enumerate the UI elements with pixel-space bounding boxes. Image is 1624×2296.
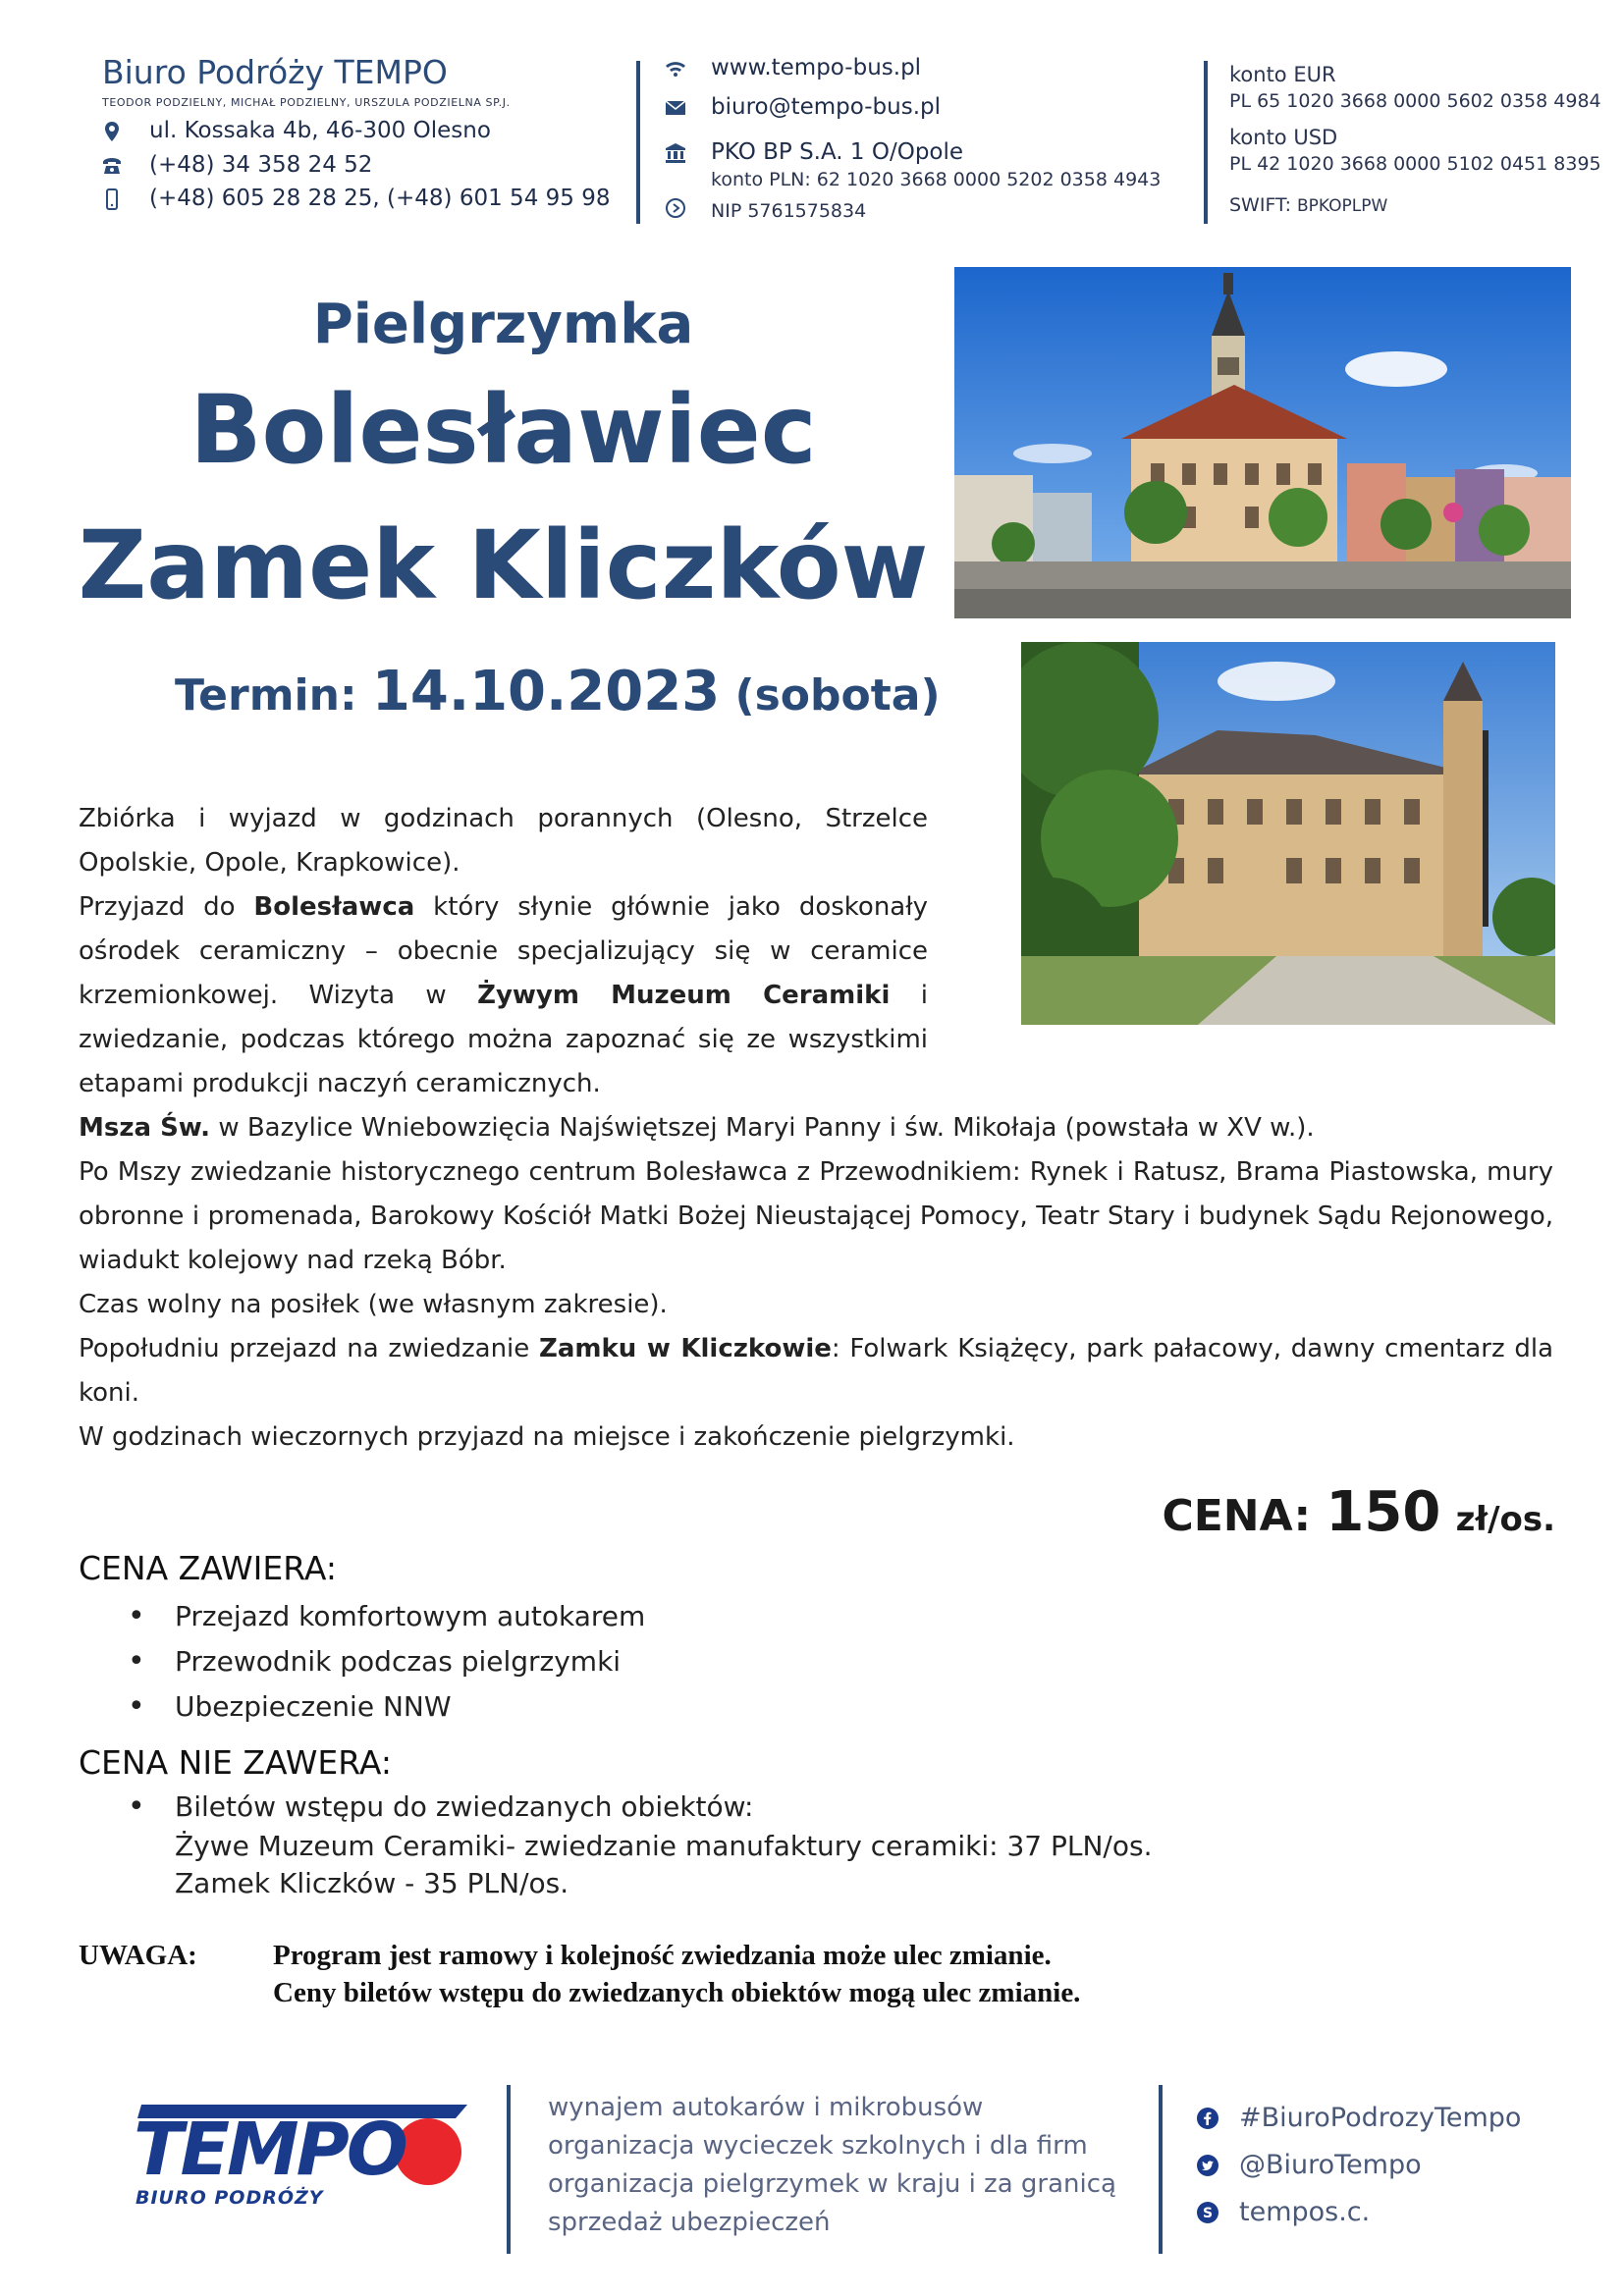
program-p2-b: Bolesławca bbox=[253, 892, 415, 922]
program-p5: Czas wolny na posiłek (we własnym zakresie). bbox=[79, 1290, 668, 1319]
twitter-handle[interactable]: @BiuroTempo bbox=[1239, 2150, 1422, 2180]
program-p3-a: Msza Św. bbox=[79, 1113, 211, 1143]
location-pin-icon bbox=[100, 120, 124, 143]
trip-date bbox=[175, 660, 941, 723]
excludes-sub-1: Żywe Muzeum Ceramiki- zwiedzanie manufaktury ceramiki: 37 PLN/os. bbox=[175, 1830, 1153, 1862]
footer-divider-2 bbox=[1159, 2085, 1163, 2254]
excludes-heading: CENA NIE ZAWERA: bbox=[79, 1743, 392, 1782]
swift-label: SWIFT: bbox=[1229, 194, 1291, 216]
program-p1: Zbiórka i wyjazd w godzinach porannych (Olesno, Strzelce Opolskie, Opole, Krapkowice). bbox=[79, 804, 928, 878]
photo-boleslawiec-town-hall bbox=[954, 267, 1571, 618]
program-p2-e: i zwiedzanie, podczas którego można zapoznać się ze wszystkimi etapami produkcji naczyń ceramicznych. bbox=[79, 981, 929, 1098]
program-paragraph-2 bbox=[79, 1106, 1553, 1460]
program-p6-b: Zamku w Kliczkowie bbox=[539, 1334, 832, 1363]
twitter-icon bbox=[1196, 2154, 1219, 2177]
company-name: Biuro Podróży TEMPO bbox=[102, 53, 448, 91]
note-line-2: Ceny biletów wstępu do zwiedzanych obiektów mogą ulec zmianie. bbox=[273, 1977, 1081, 2008]
list-item: • Ubezpieczenie NNW bbox=[79, 1684, 645, 1730]
service-item: organizacja wycieczek szkolnych i dla firm bbox=[548, 2131, 1088, 2161]
account-pln: konto PLN: 62 1020 3668 0000 5202 0358 4943 bbox=[711, 169, 1162, 190]
program-p6-c: : Folwark Książęcy, park pałacowy, dawny cmentarz dla koni. bbox=[79, 1334, 1554, 1408]
tempo-logo bbox=[122, 2099, 475, 2216]
note-label: UWAGA: bbox=[79, 1940, 197, 1971]
company-address[interactable]: ul. Kossaka 4b, 46-300 Olesno bbox=[149, 118, 491, 143]
excludes-list bbox=[79, 1789, 753, 1826]
list-item: • Przejazd komfortowym autokarem bbox=[79, 1594, 645, 1639]
excludes-sub-2: Zamek Kliczków - 35 PLN/os. bbox=[175, 1867, 569, 1899]
includes-list bbox=[79, 1594, 645, 1730]
envelope-icon bbox=[664, 96, 687, 120]
includes-heading bbox=[79, 1549, 337, 1587]
swift-code bbox=[1229, 194, 1387, 216]
program-p3 bbox=[79, 1106, 1553, 1150]
service-item: wynajem autokarów i mikrobusów bbox=[548, 2093, 984, 2122]
swift-value: BPKOPLPW bbox=[1297, 196, 1388, 216]
photo-kliczkow-castle bbox=[1021, 642, 1555, 1025]
program-p6-a: Popołudniu przejazd na zwiedzanie bbox=[79, 1334, 530, 1363]
list-item: • Przewodnik podczas pielgrzymki bbox=[79, 1639, 645, 1684]
nip-number: NIP 5761575834 bbox=[711, 200, 867, 222]
program-p2-d: Żywym Muzeum Ceramiki bbox=[477, 981, 891, 1010]
company-phone[interactable]: (+48) 34 358 24 52 bbox=[149, 152, 373, 178]
program-p2-c: który słynie głównie jako doskonały ośrodek ceramiczny – obecnie specjalizujący się w ceramice krzemionkowej. Wizyta w bbox=[79, 892, 929, 1010]
usd-account: PL 42 1020 3668 0000 5102 0451 8395 bbox=[1229, 153, 1601, 175]
skype-icon bbox=[1196, 2201, 1219, 2224]
skype-handle[interactable]: tempos.c. bbox=[1239, 2197, 1371, 2227]
program-p2-a: Przyjazd do bbox=[79, 892, 236, 922]
program-p3-b: w Bazylice Wniebowzięcia Najświętszej Maryi Panny i św. Mikołaja (powstała w XV w.). bbox=[218, 1113, 1315, 1143]
email-link[interactable]: biuro@tempo-bus.pl bbox=[711, 94, 942, 120]
logo-sub: BIURO PODRÓŻY bbox=[135, 2187, 324, 2209]
eur-label: konto EUR bbox=[1229, 63, 1336, 86]
bank-name: PKO BP S.A. 1 O/Opole bbox=[711, 139, 964, 165]
service-item: sprzedaż ubezpieczeń bbox=[548, 2208, 831, 2237]
header-divider-2 bbox=[1204, 61, 1208, 224]
bank-icon bbox=[664, 141, 687, 165]
program-p2 bbox=[79, 885, 928, 1106]
eur-account: PL 65 1020 3668 0000 5602 0358 4984 bbox=[1229, 90, 1601, 112]
includes-heading-colon: : bbox=[325, 1549, 337, 1587]
price-unit: zł/os. bbox=[1455, 1500, 1555, 1539]
termin-date: 14.10.2023 bbox=[371, 660, 721, 723]
list-item: • Biletów wstępu do zwiedzanych obiektów: bbox=[79, 1789, 753, 1826]
facebook-handle[interactable]: #BiuroPodrozyTempo bbox=[1239, 2103, 1522, 2133]
mobile-icon bbox=[100, 187, 124, 211]
service-item: organizacja pielgrzymek w kraju i za granicą bbox=[548, 2169, 1116, 2199]
program-p6 bbox=[79, 1327, 1553, 1415]
note-line-1: Program jest ramowy i kolejność zwiedzania może ulec zmianie. bbox=[273, 1940, 1052, 1971]
price-label: CENA: bbox=[1162, 1491, 1312, 1541]
company-mobile[interactable]: (+48) 605 28 28 25, (+48) 601 54 95 98 bbox=[149, 186, 611, 211]
svg-text:S: S bbox=[1202, 2206, 1214, 2221]
termin-label: Termin: bbox=[175, 670, 357, 721]
phone-icon bbox=[100, 154, 124, 178]
logo-word: TEMPO bbox=[134, 2108, 406, 2192]
facebook-icon bbox=[1196, 2107, 1219, 2130]
footer-divider-1 bbox=[507, 2085, 511, 2254]
company-owners: TEODOR PODZIELNY, MICHAŁ PODZIELNY, URSZULA PODZIELNA SP.J. bbox=[102, 96, 511, 109]
info-circle-icon bbox=[664, 196, 687, 220]
program-p4: Po Mszy zwiedzanie historycznego centrum Bolesławca z Przewodnikiem: Rynek i Ratusz, Brama Piastowska, mury obronne i promenada, Barokowy Kościół Matki Bożej Nieustającej Pomocy, Teatr Stary i budynek Sądu Rejonowego, wiadukt kolejowy nad rzeką Bóbr. bbox=[79, 1157, 1553, 1275]
price-amount: 150 bbox=[1326, 1480, 1441, 1544]
price-box bbox=[1162, 1480, 1555, 1544]
program-paragraph-1 bbox=[79, 797, 928, 1106]
services-list bbox=[548, 2089, 1116, 2242]
header-divider-1 bbox=[636, 61, 640, 224]
usd-label: konto USD bbox=[1229, 126, 1338, 149]
program-p7: W godzinach wieczornych przyjazd na miejsce i zakończenie pielgrzymki. bbox=[79, 1422, 1015, 1452]
termin-day: (sobota) bbox=[734, 670, 941, 721]
title-kicker: Pielgrzymka bbox=[312, 293, 694, 356]
title-line-1: Bolesławiec bbox=[189, 375, 817, 485]
includes-heading-text: CENA ZAWIERA bbox=[79, 1549, 326, 1587]
title-line-2: Zamek Kliczków bbox=[78, 510, 929, 620]
wifi-icon bbox=[664, 57, 687, 80]
website-link[interactable]: www.tempo-bus.pl bbox=[711, 55, 922, 80]
